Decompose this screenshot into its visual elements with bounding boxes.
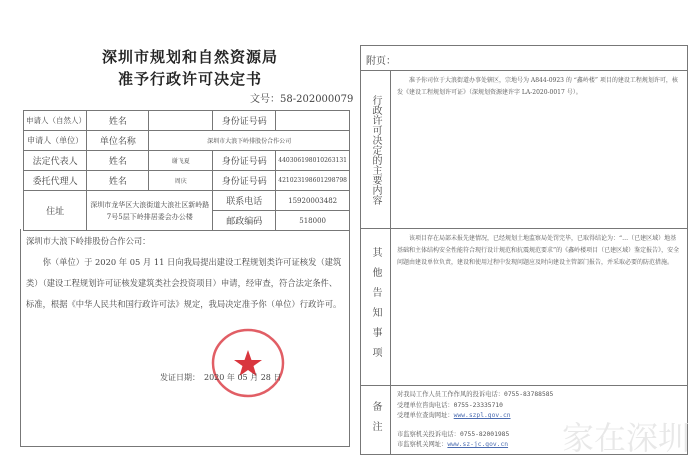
table-row <box>24 171 350 191</box>
field-label: 姓名 <box>87 111 149 131</box>
section-label: 备注 <box>361 386 391 455</box>
table-row <box>24 111 350 131</box>
address-value: 深圳市龙华区大浪街道大浪社区新岭路7号5层下岭排居委会办公楼 <box>87 191 213 231</box>
field-label: 单位名称 <box>87 131 149 151</box>
row-label: 申请人（自然人） <box>24 111 87 131</box>
phone-value: 15920003482 <box>276 191 350 211</box>
field-label: 身份证号码 <box>213 111 276 131</box>
row-label: 法定代表人 <box>24 151 87 171</box>
decision-body <box>20 229 350 447</box>
document-number: 文号：58-202000079 <box>250 94 354 105</box>
main-content-text: 准予你司位于大浪街道办事处辖区，宗地号为 A844-0923 的 “鑫岭楼” 项目的建设工程规划许可，核发《建设工程规划许可证》（深规划资源建许字 LA-2020-0017 号）。 <box>397 77 678 96</box>
remark-item: 受理单位咨询电话：0755-23335710 <box>397 401 503 409</box>
field-label: 身份证号码 <box>213 151 276 171</box>
other-notice-section <box>361 229 687 386</box>
field-label: 姓名 <box>87 171 149 191</box>
field-value: 421023198601298798 <box>276 171 350 191</box>
main-content-section <box>361 71 687 229</box>
field-value: 谢飞夏 <box>149 151 213 171</box>
section-label: 行政许可决定的主要内容 <box>361 71 391 228</box>
website-link[interactable]: www.szpl.gov.cn <box>453 412 511 419</box>
other-notice-text: 该项目存在局部未报先建情况，已经规划土地监察局处罚完毕，已取得结论为：“…（已建区域）地基基础和主体结构安全性能符合现行设计规范和抗震规范要求”的《鑫岭楼项目（已建区域）鉴定报告》，安全问题由建设单位负责，建设和使用过程中发现问题应及时向建设主管部门报告，并采取必要的防范措施。 <box>397 235 680 266</box>
appendix-header <box>361 46 687 71</box>
section-label: 其他告知事项 <box>361 229 391 385</box>
document-title: 准予行政许可决定书 <box>117 70 262 88</box>
remark-item: 受理单位查询网址：www.szpl.gov.cn <box>397 412 511 419</box>
appendix-page <box>360 45 688 455</box>
field-value: 深圳市大浪下岭排股份合作公司 <box>149 131 350 151</box>
remarks-list <box>397 390 553 451</box>
applicant-table <box>23 110 350 231</box>
field-label: 姓名 <box>87 151 149 171</box>
issue-date: 发证日期： 2020 年 05 月 28 日 <box>160 373 282 382</box>
field-value <box>149 111 213 131</box>
field-value <box>276 111 350 131</box>
row-label: 住址 <box>24 191 87 231</box>
remark-item: 市监察机关网址：www.sz-jc.gov.cn <box>397 441 509 448</box>
field-label: 身份证号码 <box>213 171 276 191</box>
watermark: 家在深圳 <box>561 419 690 457</box>
table-row <box>24 191 350 211</box>
official-seal <box>210 328 286 398</box>
remark-item: 市监察机关投诉电话：0755-82001985 <box>397 430 510 438</box>
addressee: 深圳市大浪下岭排股份合作公司： <box>26 236 151 246</box>
decision-text: 你（单位）于 2020 年 05 月 11 日向我局提出建设工程规划类许可证核发（建筑类）（建设工程规划许可证核发建筑类社会投资项目）申请，经审查，符合法定条件、标准，根据《中华人民共和国行政许可法》规定，我局决定准予你（单位）行政许可。 <box>26 257 342 309</box>
field-label: 联系电话 <box>213 191 276 211</box>
appendix-label: 附页： <box>366 56 396 67</box>
row-label: 申请人（单位） <box>24 131 87 151</box>
remark-item: 对我局工作人员工作作风的投诉电话：0755-83788585 <box>397 391 554 398</box>
authority-title: 深圳市规划和自然资源局 <box>101 48 278 66</box>
website-link[interactable]: www.sz-jc.gov.cn <box>447 441 509 448</box>
table-row <box>24 151 350 171</box>
row-label: 委托代理人 <box>24 171 87 191</box>
field-label: 邮政编码 <box>213 211 276 231</box>
field-value: 周庆 <box>149 171 213 191</box>
field-value: 440306198010263131 <box>276 151 350 171</box>
table-row <box>24 131 350 151</box>
postcode-value: 518000 <box>276 211 350 231</box>
